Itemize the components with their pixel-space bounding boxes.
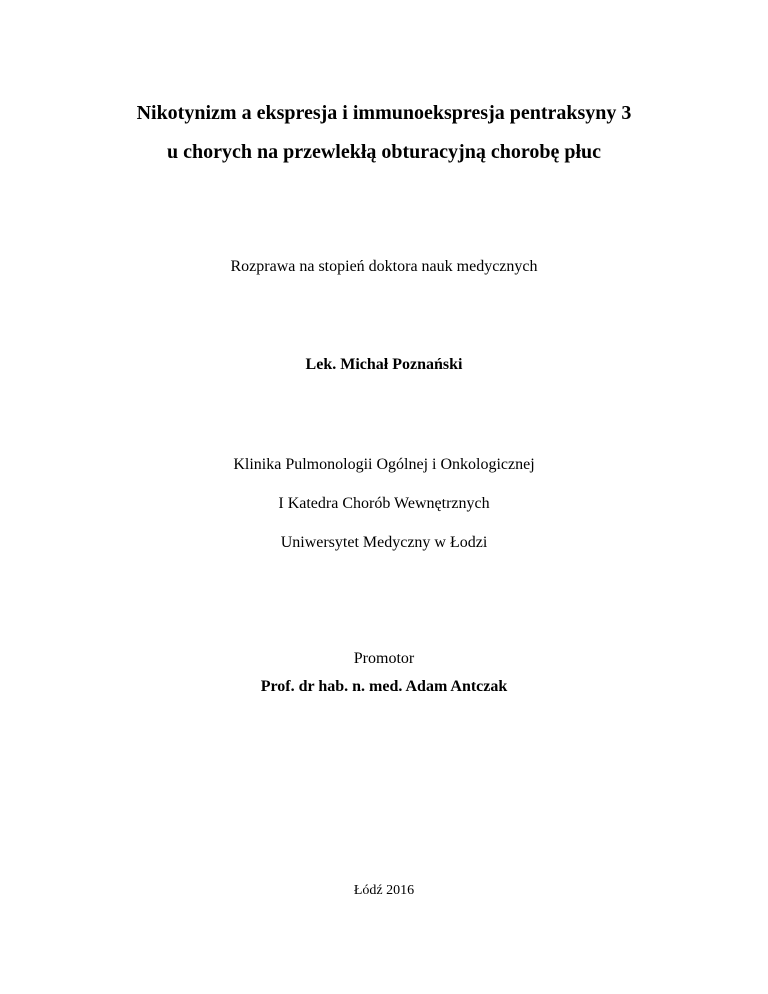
promotor-name: Prof. dr hab. n. med. Adam Antczak [260, 678, 508, 695]
institution-university: Uniwersytet Medyczny w Łodzi [280, 534, 488, 551]
dissertation-subtitle: Rozprawa na stopień doktora nauk medycznych [230, 258, 538, 275]
place-and-year: Łódź 2016 [353, 883, 415, 898]
institution-clinic: Klinika Pulmonologii Ogólnej i Onkologicznej [233, 456, 535, 473]
title-line-1: Nikotynizm a ekspresja i immunoekspresja pentraksyny 3 [136, 102, 632, 124]
title-line-2: u chorych na przewlekłą obturacyjną chorobę płuc [166, 141, 602, 163]
promotor-label: Promotor [353, 650, 415, 667]
institution-department: I Katedra Chorób Wewnętrznych [278, 495, 490, 512]
author-name: Lek. Michał Poznański [305, 356, 463, 373]
